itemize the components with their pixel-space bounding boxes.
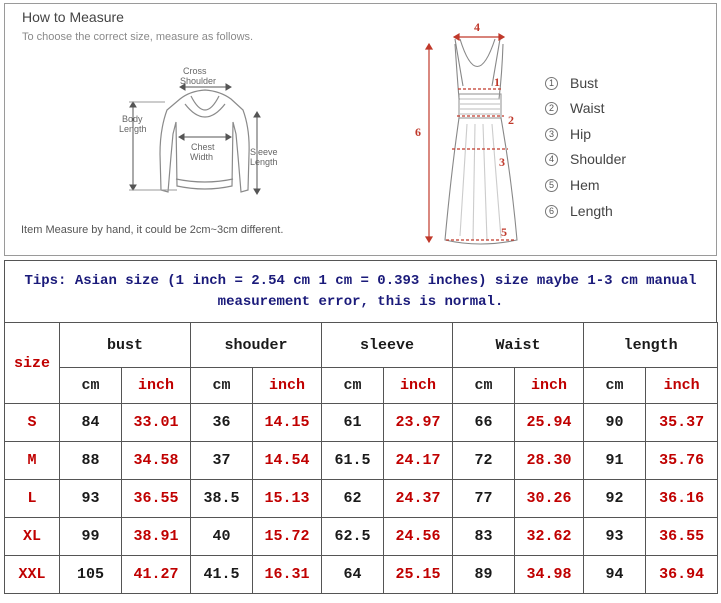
label-body-length-1: Body bbox=[122, 114, 143, 124]
inch-value-cell: 35.37 bbox=[646, 404, 718, 442]
how-to-measure-panel bbox=[4, 3, 717, 256]
cm-value-cell: 92 bbox=[584, 480, 646, 518]
header-bust: bust bbox=[60, 323, 191, 368]
table-row bbox=[5, 556, 718, 594]
header-length: length bbox=[584, 323, 718, 368]
legend-item-hem bbox=[545, 175, 600, 195]
size-cell: M bbox=[5, 442, 60, 480]
header-waist: Waist bbox=[453, 323, 584, 368]
tips-text: Tips: Asian size (1 inch = 2.54 cm 1 cm = 0.393 inches) size maybe 1-3 cm manual measurement error, this is normal. bbox=[24, 272, 697, 310]
table-subheader-row bbox=[5, 368, 718, 404]
subheader-cm: cm bbox=[584, 368, 646, 404]
inch-value-cell: 35.76 bbox=[646, 442, 718, 480]
inch-value-cell: 36.55 bbox=[646, 518, 718, 556]
legend-label: Hip bbox=[570, 126, 592, 142]
inch-value-cell: 23.97 bbox=[384, 404, 453, 442]
subheader-cm: cm bbox=[60, 368, 122, 404]
legend-label: Waist bbox=[570, 100, 605, 116]
legend-number: 4 bbox=[545, 153, 558, 166]
header-shoulder: shouder bbox=[191, 323, 322, 368]
inch-value-cell: 34.58 bbox=[122, 442, 191, 480]
label-chest-width-2: Width bbox=[190, 152, 214, 162]
cm-value-cell: 72 bbox=[453, 442, 515, 480]
size-cell: XL bbox=[5, 518, 60, 556]
label-sleeve-length-2: Length bbox=[250, 157, 278, 167]
size-header: size bbox=[5, 323, 60, 404]
cm-value-cell: 84 bbox=[60, 404, 122, 442]
dress-num-2: 2 bbox=[508, 113, 514, 127]
cm-value-cell: 94 bbox=[584, 556, 646, 594]
inch-value-cell: 32.62 bbox=[515, 518, 584, 556]
inch-value-cell: 14.15 bbox=[253, 404, 322, 442]
table-body bbox=[5, 404, 718, 594]
cm-value-cell: 93 bbox=[60, 480, 122, 518]
legend-number: 3 bbox=[545, 128, 558, 141]
cm-value-cell: 83 bbox=[453, 518, 515, 556]
label-sleeve-length-1: Sleeve bbox=[250, 147, 278, 157]
guide-title: How to Measure bbox=[22, 9, 124, 25]
cm-value-cell: 36 bbox=[191, 404, 253, 442]
size-table bbox=[4, 322, 718, 594]
subheader-cm: cm bbox=[453, 368, 515, 404]
label-body-length-2: Length bbox=[119, 124, 147, 134]
size-cell: S bbox=[5, 404, 60, 442]
cm-value-cell: 41.5 bbox=[191, 556, 253, 594]
cm-value-cell: 93 bbox=[584, 518, 646, 556]
dress-num-5: 5 bbox=[501, 225, 507, 239]
label-chest-width-1: Chest bbox=[191, 142, 215, 152]
subheader-inch: inch bbox=[646, 368, 718, 404]
header-sleeve: sleeve bbox=[322, 323, 453, 368]
guide-subtitle: To choose the correct size, measure as follows. bbox=[22, 31, 254, 43]
inch-value-cell: 36.16 bbox=[646, 480, 718, 518]
inch-value-cell: 34.98 bbox=[515, 556, 584, 594]
dress-num-1: 1 bbox=[494, 75, 500, 89]
table-header-row bbox=[5, 323, 718, 368]
legend-item-hip bbox=[545, 124, 591, 144]
inch-value-cell: 41.27 bbox=[122, 556, 191, 594]
legend-number: 5 bbox=[545, 179, 558, 192]
legend-label: Length bbox=[570, 203, 613, 219]
table-row bbox=[5, 404, 718, 442]
inch-value-cell: 36.94 bbox=[646, 556, 718, 594]
cm-value-cell: 105 bbox=[60, 556, 122, 594]
inch-value-cell: 15.13 bbox=[253, 480, 322, 518]
inch-value-cell: 30.26 bbox=[515, 480, 584, 518]
subheader-inch: inch bbox=[515, 368, 584, 404]
cm-value-cell: 66 bbox=[453, 404, 515, 442]
legend-item-bust bbox=[545, 73, 598, 93]
cm-value-cell: 64 bbox=[322, 556, 384, 594]
inch-value-cell: 36.55 bbox=[122, 480, 191, 518]
dress-num-3: 3 bbox=[499, 155, 505, 169]
subheader-cm: cm bbox=[322, 368, 384, 404]
subheader-inch: inch bbox=[253, 368, 322, 404]
cm-value-cell: 62.5 bbox=[322, 518, 384, 556]
inch-value-cell: 14.54 bbox=[253, 442, 322, 480]
inch-value-cell: 24.37 bbox=[384, 480, 453, 518]
dress-diagram bbox=[445, 39, 517, 244]
inch-value-cell: 15.72 bbox=[253, 518, 322, 556]
legend-number: 6 bbox=[545, 205, 558, 218]
dress-num-6: 6 bbox=[415, 125, 421, 139]
table-row bbox=[5, 442, 718, 480]
cm-value-cell: 40 bbox=[191, 518, 253, 556]
inch-value-cell: 38.91 bbox=[122, 518, 191, 556]
legend-number: 2 bbox=[545, 102, 558, 115]
cm-value-cell: 88 bbox=[60, 442, 122, 480]
inch-value-cell: 25.15 bbox=[384, 556, 453, 594]
inch-value-cell: 24.56 bbox=[384, 518, 453, 556]
measure-note: Item Measure by hand, it could be 2cm~3cm different. bbox=[21, 224, 284, 236]
cm-value-cell: 61.5 bbox=[322, 442, 384, 480]
table-row bbox=[5, 480, 718, 518]
subheader-inch: inch bbox=[122, 368, 191, 404]
inch-value-cell: 24.17 bbox=[384, 442, 453, 480]
inch-value-cell: 16.31 bbox=[253, 556, 322, 594]
inch-value-cell: 25.94 bbox=[515, 404, 584, 442]
label-cross-shoulder-1: Cross bbox=[183, 66, 207, 76]
cm-value-cell: 89 bbox=[453, 556, 515, 594]
cm-value-cell: 90 bbox=[584, 404, 646, 442]
cm-value-cell: 99 bbox=[60, 518, 122, 556]
cm-value-cell: 62 bbox=[322, 480, 384, 518]
table-row bbox=[5, 518, 718, 556]
dress-num-4: 4 bbox=[474, 20, 480, 34]
size-cell: XXL bbox=[5, 556, 60, 594]
subheader-cm: cm bbox=[191, 368, 253, 404]
cm-value-cell: 77 bbox=[453, 480, 515, 518]
subheader-inch: inch bbox=[384, 368, 453, 404]
legend-number: 1 bbox=[545, 77, 558, 90]
inch-value-cell: 28.30 bbox=[515, 442, 584, 480]
legend-item-length bbox=[545, 201, 613, 221]
legend-item-shoulder bbox=[545, 149, 626, 169]
legend-label: Shoulder bbox=[570, 151, 627, 167]
legend-label: Bust bbox=[570, 75, 599, 91]
legend-item-waist bbox=[545, 98, 604, 118]
tips-box bbox=[4, 260, 717, 322]
cm-value-cell: 91 bbox=[584, 442, 646, 480]
inch-value-cell: 33.01 bbox=[122, 404, 191, 442]
legend-label: Hem bbox=[570, 177, 600, 193]
cm-value-cell: 61 bbox=[322, 404, 384, 442]
label-cross-shoulder-2: Shoulder bbox=[180, 76, 217, 86]
cm-value-cell: 38.5 bbox=[191, 480, 253, 518]
size-cell: L bbox=[5, 480, 60, 518]
cm-value-cell: 37 bbox=[191, 442, 253, 480]
